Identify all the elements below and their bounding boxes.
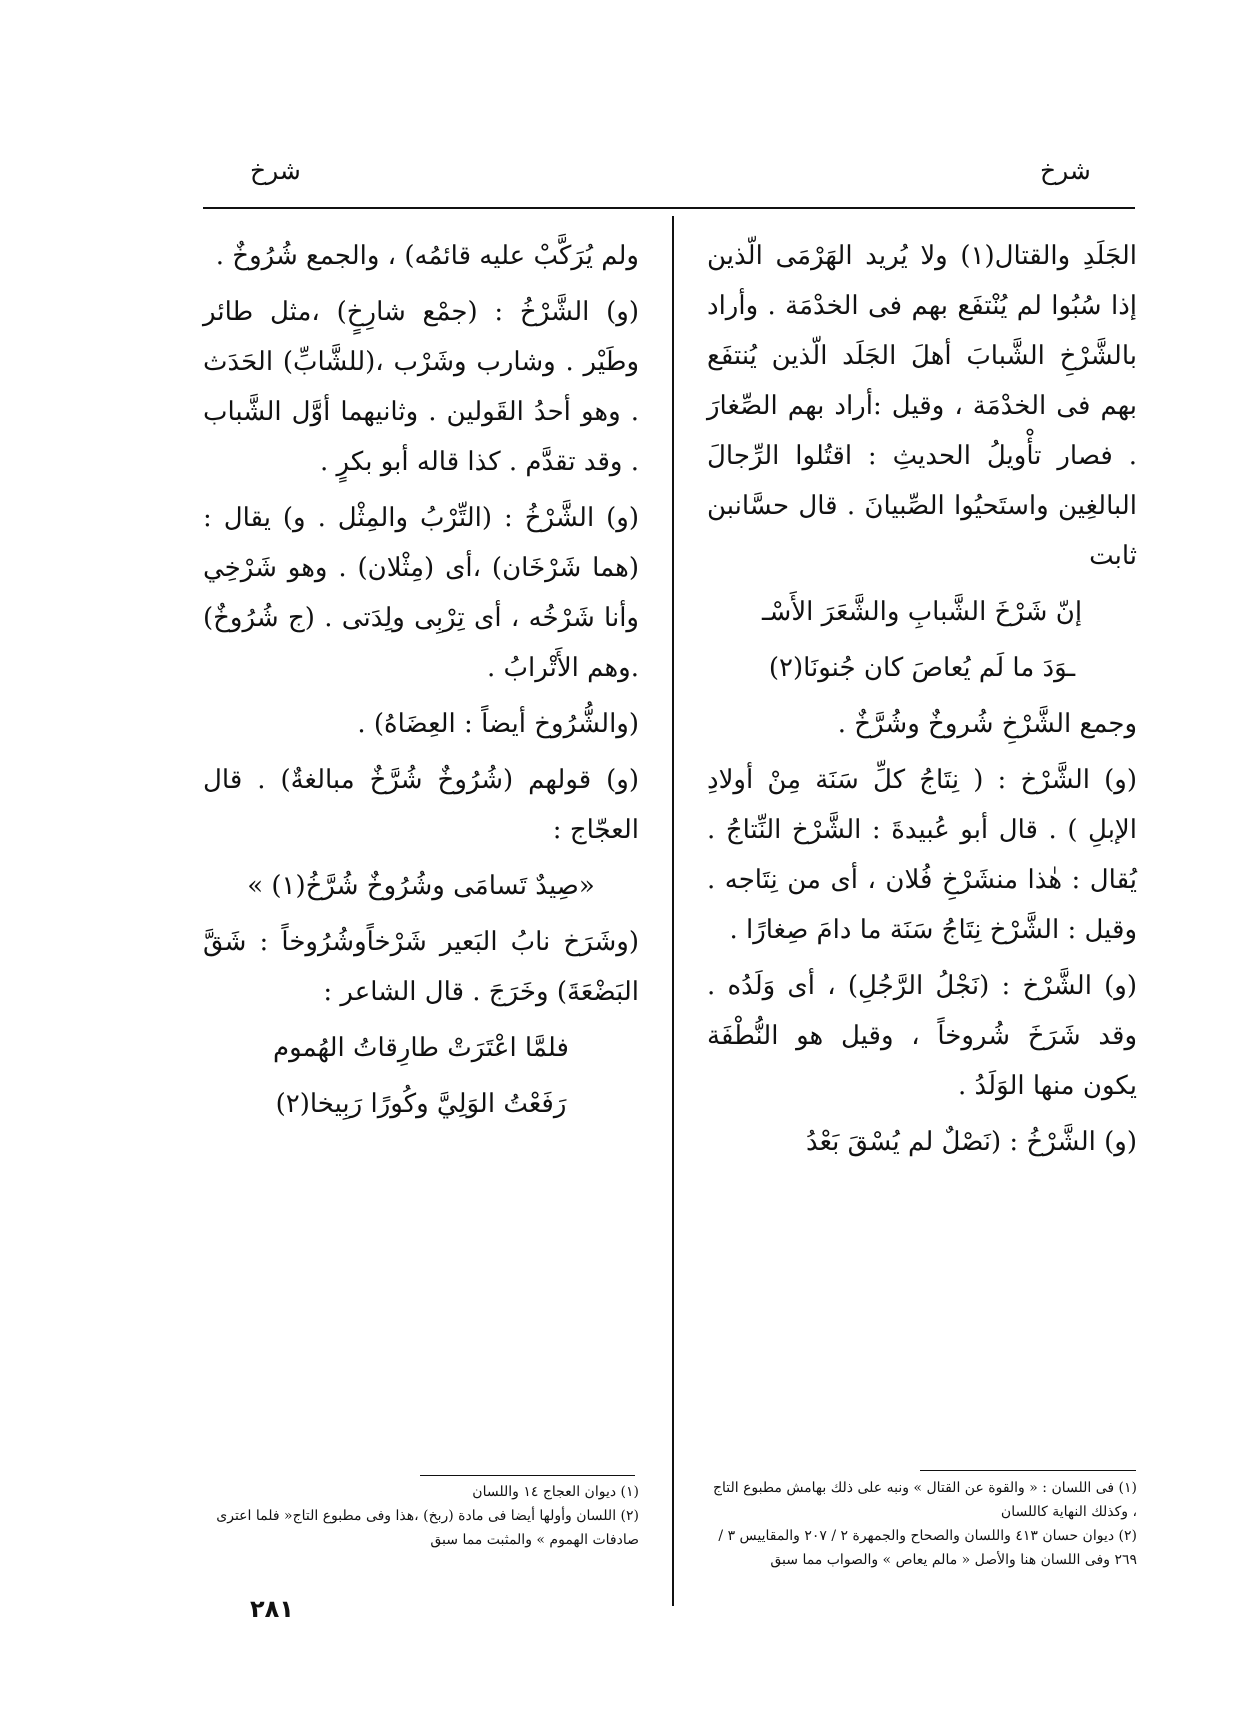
paragraph: (و) قولهم (شُرُوخٌ شُرَّخٌ مبالغةٌ) . قال العجّاج : <box>203 765 639 845</box>
verse-line: «صِيدٌ تَسامَى وشُرُوخٌ شُرَّخُ(١) » <box>247 871 595 901</box>
footnotes-right <box>707 1476 1137 1572</box>
verse-line: إنّ شَرْخَ الشَّبابِ والشَّعَرَ الأَسْـ <box>761 597 1083 627</box>
footnote-rule-left <box>420 1475 635 1476</box>
column-divider <box>672 216 674 1606</box>
paragraph: (و) الشَّرْخُ : (نَصْلٌ لم يُسْقَ بَعْدُ <box>805 1127 1137 1157</box>
header-rule <box>203 207 1135 209</box>
paragraph: الجَلَدِ والقتال(١) ولا يُريد الهَرْمَى الّذين إذا سُبُوا لم يُنْتفَع بهم فى الخدْمَة . وأراد بالشَّرْخِ الشَّبابَ أهلَ الجَلَد الّذين يُنتفَع بهم فى الخدْمَة ، وقيل :أراد بهم الصِّغارَ . فصار تأْويلُ الحديثِ : اقتُلوا الرِّجالَ البالغِين واستَحيُوا الصِّبيانَ . قال حسَّانبن ثابت <box>707 241 1137 571</box>
paragraph: (و) الشَّرْخُ : (التِّرْبُ والمِثْل . و) يقال :(هما شَرْخَان) ،أى (مِثْلان) . وهو شَرْخِي وأنا شَرْخُه ، أى تِرْبِى ولِدَتى . (ج شُرُوخٌ) .وهم الأَتْرابُ . <box>203 503 639 683</box>
running-header-right: شرخ <box>1040 156 1091 185</box>
verse-line: فلمَّا اعْتَرَتْ طارِقاتُ الهُموم <box>273 1033 569 1063</box>
paragraph: (وشَرَخ نابُ البَعير شَرْخاًوشُرُوخاً : شَقَّ البَضْعَةَ) وخَرَجَ . قال الشاعر : <box>203 927 639 1007</box>
footnote: (١) فى اللسان : « والقوة عن القتال » ونبه على ذلك بهامش مطبوع التاج ، وكذلك النهاية كاللسان <box>712 1480 1137 1520</box>
paragraph: (و) الشَّرْخُ : (جمْع شارِخٍ) ،مثل طائر وطَيْر . وشارب وشَرْب ،(للشَّابِّ) الحَدَث . وهو أحدُ القَولين . وثانيهما أوَّل الشَّباب . وقد تقدَّم . كذا قاله أبو بكرٍ . <box>203 297 639 477</box>
running-header-left: شرخ <box>250 156 301 185</box>
footnotes-left <box>203 1480 639 1552</box>
footnote: (٢) اللسان وأولها أيضا فى مادة (ربخ) ،هذا وفى مطبوع التاج« فلما اعترى صادفات الهموم » والمثبت مما سبق <box>216 1508 639 1548</box>
paragraph: (و) الشَّرْخ : (نَجْلُ الرَّجُلِ) ، أى وَلَدُه . وقد شَرَخَ شُروخاً ، وقيل هو النُّطْفَة يكون منها الوَلَدُ . <box>707 971 1137 1101</box>
left-column <box>203 231 639 1135</box>
footnote: (١) ديوان العجاج ١٤ واللسان <box>472 1484 639 1500</box>
paragraph: ولم يُرَكَّبْ عليه قائمُه) ، والجمع شُرُوخٌ . <box>215 241 639 271</box>
paragraph: وجمع الشَّرْخِ شُروخٌ وشُرَّخٌ . <box>837 709 1137 739</box>
footnote-rule-right <box>920 1470 1136 1471</box>
paragraph: (والشُّرُوخ أيضاً : العِضَاهُ) . <box>357 709 639 739</box>
verse-line: ـوَدَ ما لَم يُعاصَ كان جُنونَا(٢) <box>768 653 1076 683</box>
verse-line: رَفَعْتُ الوَلِيَّ وكُورًا رَبِيخا(٢) <box>275 1089 567 1119</box>
page-number: ٢٨١ <box>250 1595 294 1623</box>
footnote: (٢) ديوان حسان ٤١٣ واللسان والصحاح والجمهرة ٢ / ٢٠٧ والمقاييس ٣ / ٢٦٩ وفى اللسان هنا والأصل « مالم يعاص » والصواب مما سبق <box>718 1528 1137 1568</box>
paragraph: (و) الشَّرْخ : ( نِتَاجُ كلِّ سَنَة مِنْ أولادِ الإبلِ ) . قال أبو عُبيدةَ : الشَّرْخ النِّتاجُ . يُقال : هٰذا منشَرْخِ فُلان ، أى من نِتَاجه . وقيل : الشَّرْخ نِتَاجُ سَنَة ما دامَ صِغارًا . <box>707 765 1137 945</box>
right-column <box>707 231 1137 1173</box>
